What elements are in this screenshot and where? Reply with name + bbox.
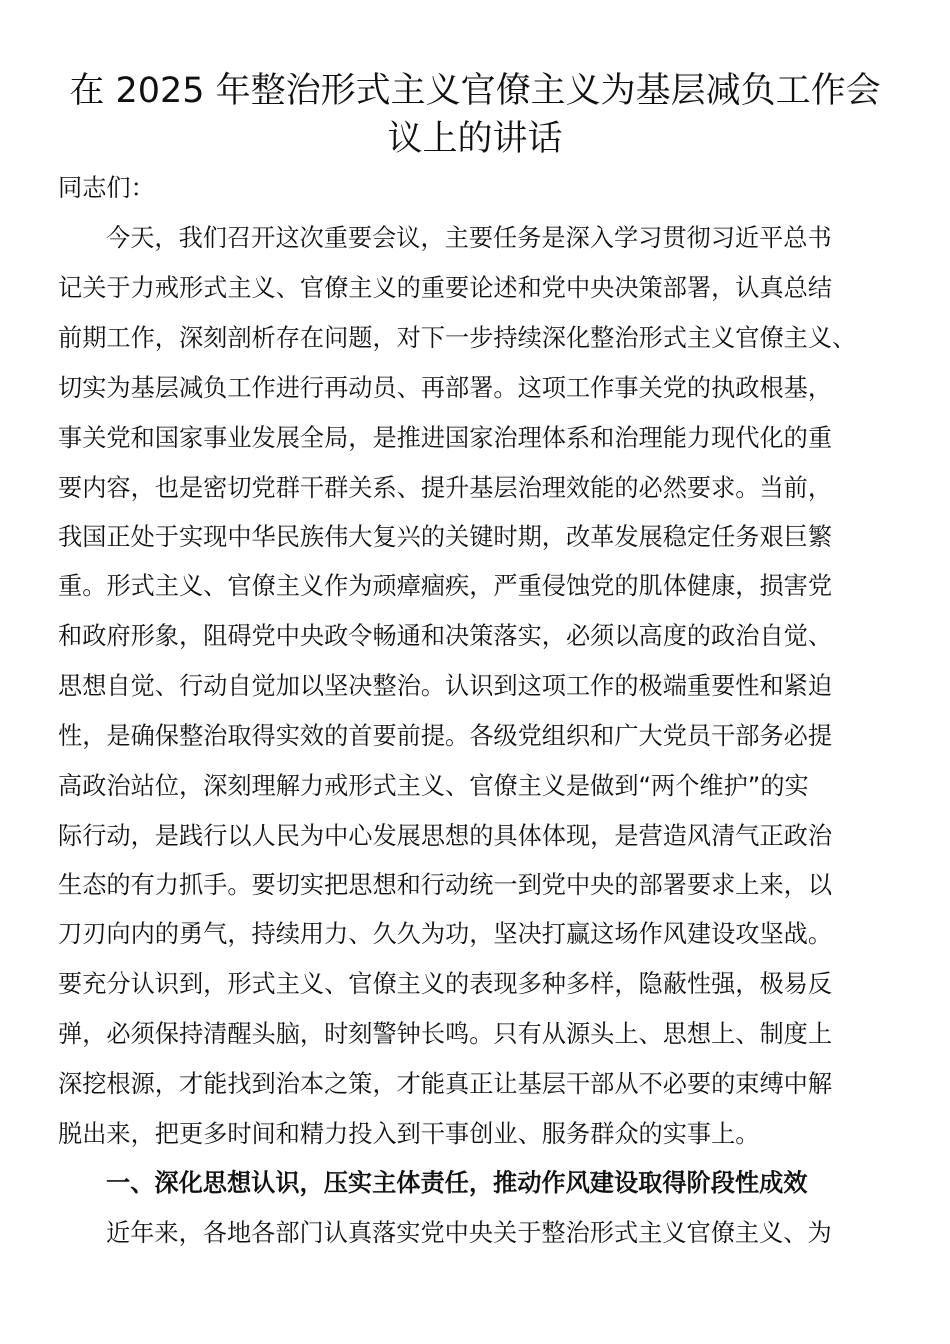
paragraph-line: 际行动，是践行以人民为中心发展思想的具体体现，是营造风清气正政治 bbox=[58, 822, 833, 850]
paragraph-line: 要内容，也是密切党群干群关系、提升基层治理效能的必然要求。当前， bbox=[58, 474, 833, 502]
paragraph-line: 和政府形象，阻碍党中央政令畅通和决策落实，必须以高度的政治自觉、 bbox=[58, 622, 833, 650]
paragraph-line: 今天，我们召开这次重要会议，主要任务是深入学习贯彻习近平总书 bbox=[106, 224, 832, 252]
document-title-line-2: 议上的讲话 bbox=[387, 119, 563, 159]
section-heading-1: 一、深化思想认识，压实主体责任，推动作风建设取得阶段性成效 bbox=[106, 1168, 808, 1197]
paragraph-line: 弹，必须保持清醒头脑，时刻警钟长鸣。只有从源头上、思想上、制度上 bbox=[58, 1020, 833, 1048]
paragraph-line: 要充分认识到，形式主义、官僚主义的表现多种多样，隐蔽性强，极易反 bbox=[58, 970, 833, 998]
document-title-line-1: 在 2025 年整治形式主义官僚主义为基层减负工作会 bbox=[69, 71, 881, 111]
paragraph-line: 生态的有力抓手。要切实把思想和行动统一到党中央的部署要求上来，以 bbox=[58, 871, 833, 899]
paragraph-line: 记关于力戒形式主义、官僚主义的重要论述和党中央决策部署，认真总结 bbox=[58, 274, 833, 302]
paragraph-line: 我国正处于实现中华民族伟大复兴的关键时期，改革发展稳定任务艰巨繁 bbox=[58, 523, 833, 551]
paragraph-line: 切实为基层减负工作进行再动员、再部署。这项工作事关党的执政根基， bbox=[58, 374, 833, 402]
paragraph-line: 重。形式主义、官僚主义作为顽瘴痼疾，严重侵蚀党的肌体健康，损害党 bbox=[58, 572, 833, 600]
paragraph-line: 前期工作，深刻剖析存在问题，对下一步持续深化整治形式主义官僚主义、 bbox=[58, 324, 857, 352]
paragraph-line: 深挖根源，才能找到治本之策，才能真正让基层干部从不必要的束缚中解 bbox=[58, 1070, 833, 1098]
paragraph-line: 近年来，各地各部门认真落实党中央关于整治形式主义官僚主义、为 bbox=[106, 1219, 832, 1247]
paragraph-line: 事关党和国家事业发展全局，是推进国家治理体系和治理能力现代化的重 bbox=[58, 424, 833, 452]
paragraph-line: 思想自觉、行动自觉加以坚决整治。认识到这项工作的极端重要性和紧迫 bbox=[58, 672, 833, 700]
paragraph-line: 刀刃向内的勇气，持续用力、久久为功，坚决打赢这场作风建设攻坚战。 bbox=[58, 920, 833, 948]
paragraph-line: 脱出来，把更多时间和精力投入到干事创业、服务群众的实事上。 bbox=[58, 1120, 760, 1148]
salutation: 同志们： bbox=[58, 174, 155, 202]
paragraph-line: 性，是确保整治取得实效的首要前提。各级党组织和广大党员干部务必提 bbox=[58, 722, 833, 750]
paragraph-line: 高政治站位，深刻理解力戒形式主义、官僚主义是做到“两个维护”的实 bbox=[58, 772, 809, 800]
